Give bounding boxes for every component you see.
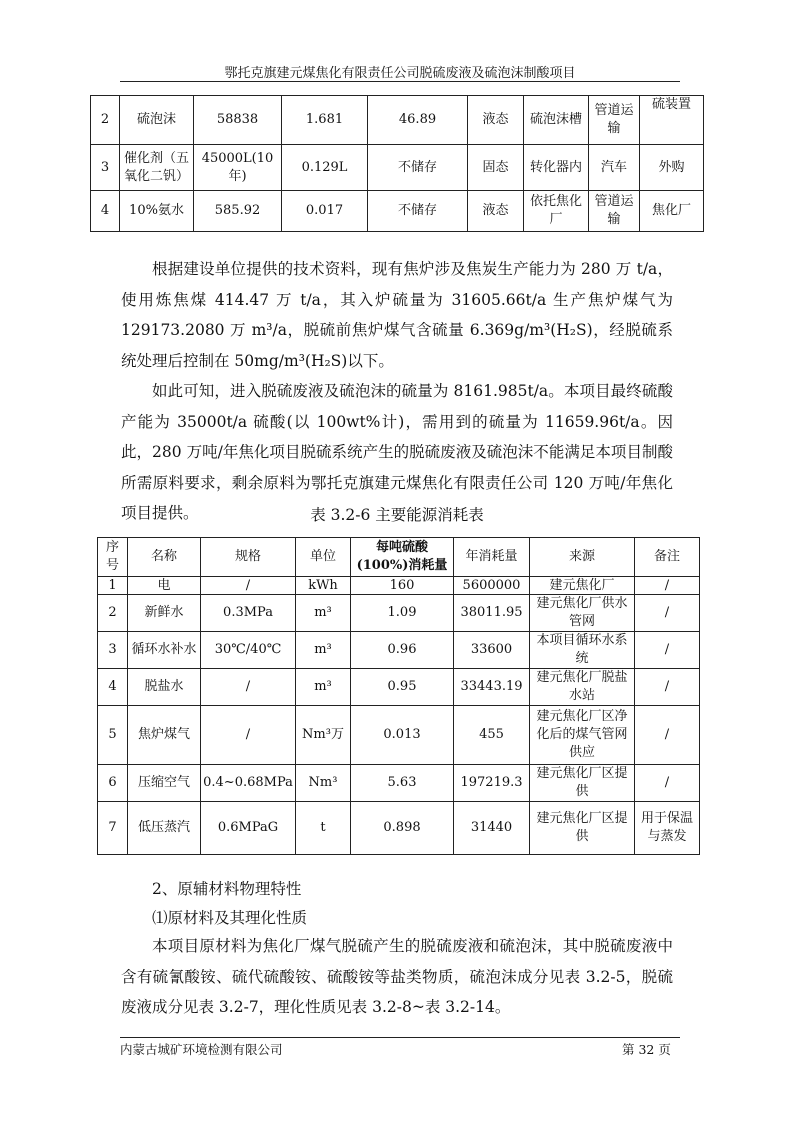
- table-cell: 10%氨水: [120, 191, 194, 232]
- page-header: 鄂托克旗建元煤焦化有限责任公司脱硫废液及硫泡沫制酸项目: [224, 66, 576, 81]
- table-cell: 5: [98, 706, 128, 765]
- table-row: [98, 577, 700, 595]
- table-row: [91, 96, 704, 145]
- table-cell: 焦化厂: [640, 191, 704, 232]
- table-cell: 33443.19: [454, 669, 530, 706]
- materials-table-continued: [90, 95, 704, 232]
- table-cell: /: [635, 577, 700, 595]
- table-cell: 硫泡沫槽: [524, 96, 589, 145]
- column-header: 来源: [530, 538, 635, 577]
- page-number: 第 32 页: [622, 1042, 671, 1057]
- footer-company: 内蒙古城矿环境检测有限公司: [120, 1042, 283, 1057]
- table-cell: 46.89: [368, 96, 468, 145]
- column-header: 每吨硫酸(100%)消耗量: [351, 538, 454, 577]
- paragraph: 如此可知，进入脱硫废液及硫泡沫的硫量为 8161.985t/a。本项目最终硫酸产能为 35000t/a 硫酸(以 100wt%计)，需用到的硫量为 11659.96t/a。因此，280 万吨/年焦化项目脱硫系统产生的脱硫废液及硫泡沫不能满足本项目制酸所需原料要求，剩余原料为鄂托克旗建元煤焦化有限责任公司 120 万吨/年焦化项目提供。: [121, 382, 673, 522]
- table-cell: 脱盐水: [128, 669, 201, 706]
- table-cell: 汽车: [589, 145, 640, 191]
- table-cell: 0.3MPa: [201, 595, 296, 632]
- table-cell: 0.4~0.68MPa: [201, 765, 296, 802]
- column-header: 规格: [201, 538, 296, 577]
- paragraph: 根据建设单位提供的技术资料，现有焦炉涉及焦炭生产能力为 280 万 t/a，使用炼焦煤 414.47 万 t/a，其入炉硫量为 31605.66t/a 生产焦炉煤气为 129173.2080 万 m³/a，脱硫前焦炉煤气含硫量 6.369g/m³(H₂S)，经脱硫系统处理后控制在 50mg/m³(H₂S)以下。: [121, 260, 673, 370]
- table-cell: 电: [128, 577, 201, 595]
- table-cell: 新鲜水: [128, 595, 201, 632]
- footer-rule: [120, 1037, 680, 1038]
- table-cell: 1: [98, 577, 128, 595]
- table-cell: 33600: [454, 632, 530, 669]
- table-cell: 4: [98, 669, 128, 706]
- table-cell: 6: [98, 765, 128, 802]
- table-cell: 循环水补水: [128, 632, 201, 669]
- table-row: [91, 145, 704, 191]
- table-row: [98, 765, 700, 802]
- table-cell: m³: [296, 669, 351, 706]
- table-cell: m³: [296, 632, 351, 669]
- table-cell: 1.681: [282, 96, 368, 145]
- table-cell: 不储存: [368, 145, 468, 191]
- table-cell: 建元焦化厂: [530, 577, 635, 595]
- table-cell: 不储存: [368, 191, 468, 232]
- table-header-row: [98, 538, 700, 577]
- table-cell: /: [635, 706, 700, 765]
- table-cell: 4: [91, 191, 120, 232]
- column-header: 备注: [635, 538, 700, 577]
- table-cell: 1.09: [351, 595, 454, 632]
- table-cell: 焦炉煤气: [128, 706, 201, 765]
- header-rule: [120, 81, 680, 82]
- table-cell: 低压蒸汽: [128, 802, 201, 855]
- table-cell: 依托焦化厂: [524, 191, 589, 232]
- table-cell: 2: [91, 96, 120, 145]
- table-cell: 58838: [194, 96, 282, 145]
- table-cell: 197219.3: [454, 765, 530, 802]
- table-cell: 液态: [468, 191, 524, 232]
- table-cell: 38011.95: [454, 595, 530, 632]
- table-cell: 0.129L: [282, 145, 368, 191]
- table-cell: /: [635, 632, 700, 669]
- subsection-heading: ⑴原材料及其理化性质: [152, 909, 308, 927]
- table-cell: 0.96: [351, 632, 454, 669]
- table-cell: 2: [98, 595, 128, 632]
- table-cell: 5600000: [454, 577, 530, 595]
- table-cell: 催化剂（五氧化二钒）: [120, 145, 194, 191]
- table-cell: /: [635, 765, 700, 802]
- table-cell: t: [296, 802, 351, 855]
- paragraph: 本项目原材料为焦化厂煤气脱硫产生的脱硫废液和硫泡沫，其中脱硫废液中含有硫氰酸铵、硫代硫酸铵、硫酸铵等盐类物质，硫泡沫成分见表 3.2-5，脱硫废液成分见表 3.2-7，理化性质见表 3.2-8~表 3.2-14。: [121, 937, 673, 1016]
- table-cell: 30℃/40℃: [201, 632, 296, 669]
- table-row: [91, 191, 704, 232]
- table-cell: /: [635, 669, 700, 706]
- table-cell: 3: [98, 632, 128, 669]
- table-cell: m³: [296, 595, 351, 632]
- table-cell: 45000L(10年): [194, 145, 282, 191]
- table-cell: 0.013: [351, 706, 454, 765]
- table-cell: /: [201, 706, 296, 765]
- table-cell: 用于保温与蒸发: [635, 802, 700, 855]
- table-cell: Nm³万: [296, 706, 351, 765]
- table-cell: 固态: [468, 145, 524, 191]
- table-cell: 硫泡沫: [120, 96, 194, 145]
- table-cell: 0.6MPaG: [201, 802, 296, 855]
- table-cell: 31440: [454, 802, 530, 855]
- table-cell: 建元焦化厂区净化后的煤气管网供应: [530, 706, 635, 765]
- table-row: [98, 669, 700, 706]
- energy-consumption-table: [97, 537, 700, 855]
- table-cell: 0.017: [282, 191, 368, 232]
- table-cell: 压缩空气: [128, 765, 201, 802]
- table-cell: 5.63: [351, 765, 454, 802]
- table-cell: 管道运输: [589, 96, 640, 145]
- table-row: [98, 632, 700, 669]
- table-cell: Nm³: [296, 765, 351, 802]
- table-caption: 表 3.2-6 主要能源消耗表: [310, 506, 484, 524]
- table-cell: kWh: [296, 577, 351, 595]
- column-header: 序号: [98, 538, 128, 577]
- table-cell: 7: [98, 802, 128, 855]
- table-cell: 转化器内: [524, 145, 589, 191]
- table-cell: 硫装置: [640, 96, 704, 145]
- table-cell: 建元焦化厂区提供: [530, 765, 635, 802]
- column-header: 名称: [128, 538, 201, 577]
- column-header: 单位: [296, 538, 351, 577]
- column-header: 年消耗量: [454, 538, 530, 577]
- table-cell: 455: [454, 706, 530, 765]
- table-cell: 管道运输: [589, 191, 640, 232]
- table-cell: 建元焦化厂区提供: [530, 802, 635, 855]
- table-cell: /: [201, 577, 296, 595]
- table-cell: /: [635, 595, 700, 632]
- table-cell: 585.92: [194, 191, 282, 232]
- table-cell: 建元焦化厂脱盐水站: [530, 669, 635, 706]
- table-cell: /: [201, 669, 296, 706]
- table-cell: 建元焦化厂供水管网: [530, 595, 635, 632]
- table-cell: 3: [91, 145, 120, 191]
- table-cell: 外购: [640, 145, 704, 191]
- section-heading: 2、原辅材料物理特性: [152, 880, 302, 898]
- table-cell: 液态: [468, 96, 524, 145]
- table-cell: 0.95: [351, 669, 454, 706]
- table-row: [98, 802, 700, 855]
- table-cell: 160: [351, 577, 454, 595]
- table-row: [98, 595, 700, 632]
- table-cell: 本项目循环水系统: [530, 632, 635, 669]
- table-cell: 0.898: [351, 802, 454, 855]
- table-row: [98, 706, 700, 765]
